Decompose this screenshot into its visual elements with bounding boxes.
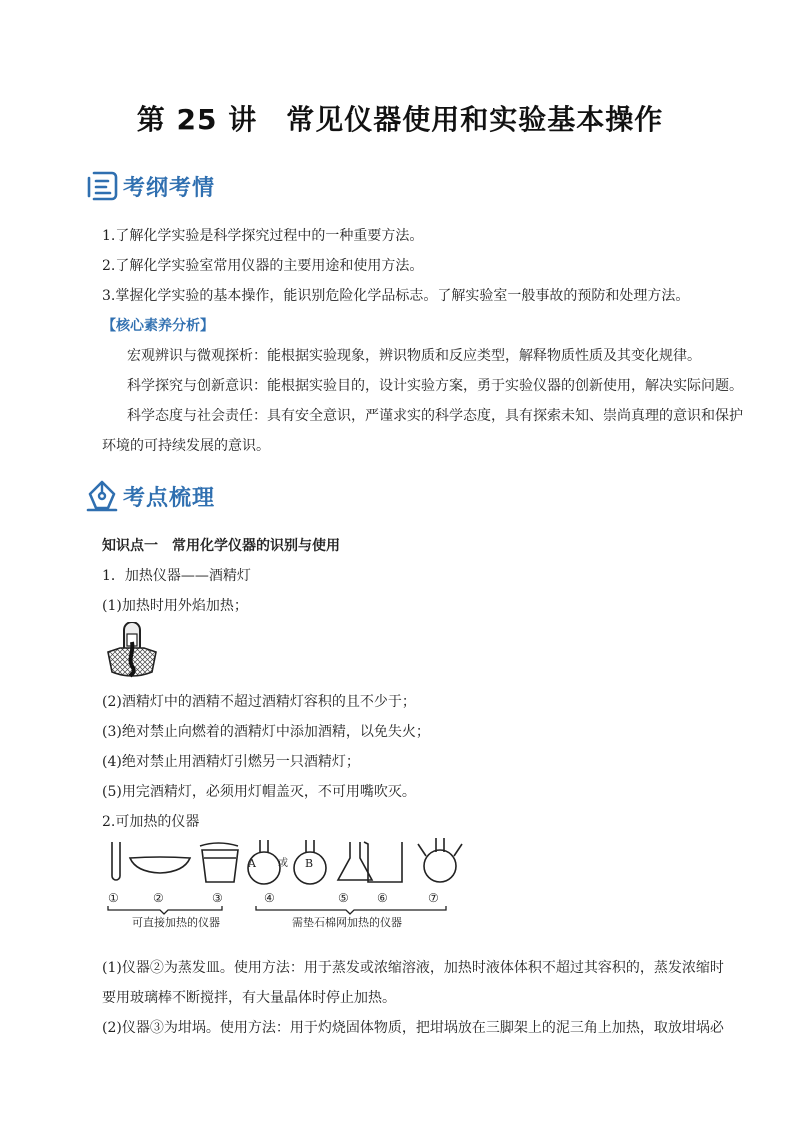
or-label: 或 [278,858,288,869]
instrument-number-1: ① [108,891,119,905]
knowledge-point-title: 知识点一 常用化学仪器的识别与使用 [102,538,340,554]
core-literacy-label: 【核心素养分析】 [102,318,214,334]
list-icon [85,169,119,203]
section-heading-label: 考纲考情 [123,175,216,201]
evaporating-dish-illustration [130,857,190,873]
crucible-illustration [200,843,238,882]
three-neck-flask-illustration [418,838,462,882]
brace-asbestos-heating [256,906,446,914]
brace-direct-heating [108,906,222,914]
core-literacy-item-2: 科学探究与创新意识：能根据实验目的，设计实验方案，勇于实验仪器的创新使用，解决实际问题。 [127,378,743,394]
outline-item-2: 2.了解化学实验室常用仪器的主要用途和使用方法。 [102,258,424,274]
core-literacy-item-3: 科学态度与社会责任：具有安全意识，严谨求实的科学态度，具有探索未知、崇尚真理的意识和保护 [127,408,743,424]
section-heading-label: 考点梳理 [123,485,216,511]
instrument-number-3: ③ [212,891,223,905]
page-title: 第 25 讲 常见仪器使用和实验基本操作 [136,103,664,136]
group-label-asbestos-heating: 需垫石棉网加热的仪器 [292,916,402,929]
subheading-heating-instrument: 1．加热仪器——酒精灯 [102,568,251,584]
instrument-number-5: ⑤ [338,891,349,905]
alcohol-lamp-illustration [100,622,166,682]
note-crucible: (2)仪器③为坩埚。使用方法：用于灼烧固体物质，把坩埚放在三脚架上的泥三角上加热，取放坩埚必 [102,1020,724,1036]
section-heading-key-points [85,476,215,516]
instrument-number-6: ⑥ [377,891,388,905]
note-evaporating-dish: (1)仪器②为蒸发皿。使用方法：用于蒸发或浓缩溶液，加热时液体体积不超过其容积的，蒸发浓缩时 [102,960,724,976]
note-evaporating-dish-cont: 要用玻璃棒不断搅拌，有大量晶体时停止加热。 [102,990,396,1006]
lamp-point-3: (3)绝对禁止向燃着的酒精灯中添加酒精，以免失火； [102,724,430,740]
outline-item-1: 1.了解化学实验是科学探究过程中的一种重要方法。 [102,228,424,244]
instrument-number-2: ② [153,891,164,905]
lamp-point-5: (5)用完酒精灯，必须用灯帽盖灭，不可用嘴吹灭。 [102,784,416,800]
flask-label-b: B [305,857,314,870]
instrument-number-4: ④ [264,891,275,905]
lamp-point-4: (4)绝对禁止用酒精灯引燃另一只酒精灯； [102,754,360,770]
conical-flask-illustration [338,842,372,880]
section-heading-exam-outline [85,166,215,206]
subheading-heatable-instruments: 2.可加热的仪器 [102,814,200,830]
lamp-point-2: (2)酒精灯中的酒精不超过酒精灯容积的且不少于； [102,694,416,710]
outline-item-3: 3.掌握化学实验的基本操作，能识别危险化学品标志。了解实验室一般事故的预防和处理方法。 [102,288,690,304]
group-label-direct-heating: 可直接加热的仪器 [132,916,220,929]
flask-label-a: A [248,857,256,870]
core-literacy-item-1: 宏观辨识与微观探析：能根据实验现象，辨识物质和反应类型，解释物质性质及其变化规律。 [127,348,701,364]
instrument-number-7: ⑦ [428,891,439,905]
test-tube-illustration [112,842,120,880]
pen-nib-icon [85,479,119,513]
lamp-point-1: (1)加热时用外焰加热； [102,598,248,614]
core-literacy-item-3-cont: 环境的可持续发展的意识。 [102,438,270,454]
